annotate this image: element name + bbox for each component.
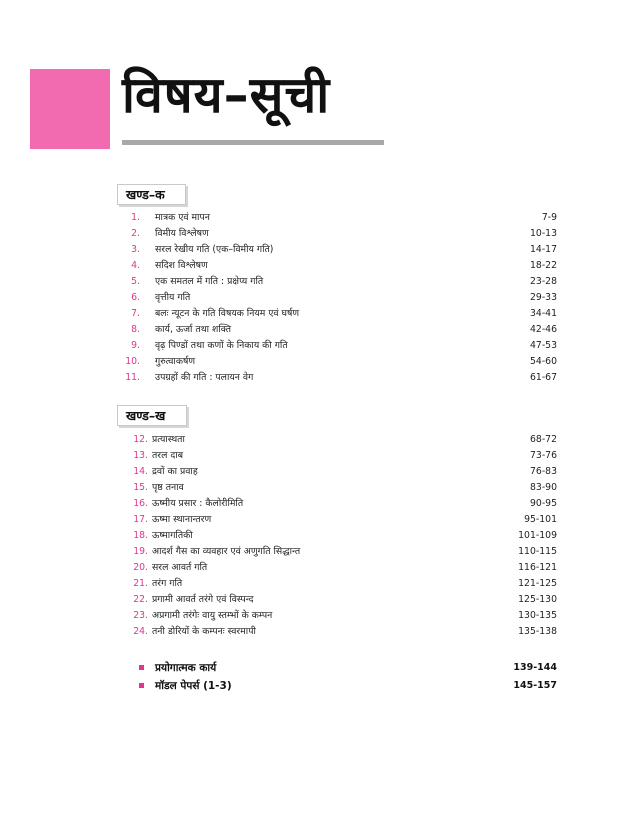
bullet-icon	[139, 683, 144, 688]
entry-pages: 7-9	[541, 212, 557, 223]
toc-entry[interactable]	[117, 464, 560, 480]
entry-title[interactable]: मात्रक एवं मापन	[155, 212, 210, 223]
entry-number: 22.	[133, 594, 148, 605]
section-a	[117, 184, 560, 386]
title-accent-block	[30, 69, 110, 149]
entry-number: 24.	[133, 626, 148, 637]
entry-number: 23.	[133, 610, 148, 621]
entry-number: 12.	[133, 434, 148, 445]
entry-title[interactable]: सरल आवर्त गति	[152, 562, 208, 573]
entry-title[interactable]: कार्य, ऊर्जा तथा शक्ति	[155, 324, 232, 335]
entry-title[interactable]: ऊष्मा स्थानान्तरण	[152, 514, 212, 525]
entry-pages: 130-135	[518, 610, 557, 621]
entry-title[interactable]: ऊष्मागतिकी	[152, 530, 193, 541]
entry-pages: 125-130	[518, 594, 557, 605]
entry-pages: 116-121	[518, 562, 557, 573]
entry-number: 14.	[133, 466, 148, 477]
toc-entry[interactable]	[117, 290, 560, 306]
entry-pages: 83-90	[529, 482, 557, 493]
entry-pages: 101-109	[518, 530, 557, 541]
toc-entry[interactable]	[117, 274, 560, 290]
toc-entry[interactable]	[117, 258, 560, 274]
toc-entry[interactable]	[117, 210, 560, 226]
entry-number: 11.	[125, 372, 140, 383]
extra-pages: 139-144	[513, 662, 557, 673]
entry-title[interactable]: उपग्रहों की गति : पलायन वेग	[155, 372, 254, 383]
toc-entry[interactable]	[117, 496, 560, 512]
entry-pages: 121-125	[518, 578, 557, 589]
section-b	[117, 405, 560, 640]
extra-title[interactable]: प्रयोगात्मक कार्य	[155, 662, 217, 674]
entry-pages: 73-76	[529, 450, 557, 461]
entry-title[interactable]: अप्रगामी तरंगेः वायु स्तम्भों के कम्पन	[152, 610, 273, 621]
entry-pages: 47-53	[529, 340, 557, 351]
entry-number: 16.	[133, 498, 148, 509]
entry-number: 1.	[131, 212, 140, 223]
entry-number: 3.	[131, 244, 140, 255]
entry-title[interactable]: तरल दाब	[152, 450, 184, 461]
extra-title[interactable]: मॉडल पेपर्स (1-3)	[155, 680, 232, 692]
entry-number: 13.	[133, 450, 148, 461]
entry-title[interactable]: तनी डोरियों के कम्पनः स्वरमापी	[152, 626, 256, 637]
entry-title[interactable]: सरल रेखीय गति (एक–विमीय गति)	[155, 244, 274, 255]
entry-title[interactable]: सदिश विश्लेषण	[155, 260, 208, 271]
entry-pages: 110-115	[518, 546, 557, 557]
entry-pages: 61-67	[529, 372, 557, 383]
extra-entry[interactable]	[137, 659, 560, 677]
entry-title[interactable]: तरंग गति	[152, 578, 183, 589]
entry-title[interactable]: बलः न्यूटन के गति विषयक नियम एवं घर्षण	[155, 308, 300, 319]
toc-list	[117, 210, 560, 386]
toc-entry[interactable]	[117, 370, 560, 386]
entry-pages: 76-83	[529, 466, 557, 477]
entry-pages: 54-60	[529, 356, 557, 367]
entry-title[interactable]: पृष्ठ तनाव	[152, 482, 184, 493]
entry-pages: 90-95	[529, 498, 557, 509]
entry-title[interactable]: एक समतल में गति : प्रक्षेप्य गति	[155, 276, 264, 287]
entry-number: 20.	[133, 562, 148, 573]
extras-list	[137, 659, 560, 695]
entry-number: 6.	[131, 292, 140, 303]
toc-entry[interactable]	[117, 354, 560, 370]
entry-pages: 23-28	[529, 276, 557, 287]
title-underline	[122, 140, 384, 145]
toc-entry[interactable]	[117, 338, 560, 354]
entry-pages: 10-13	[529, 228, 557, 239]
entry-number: 17.	[133, 514, 148, 525]
section-heading: खण्ड–क	[117, 184, 186, 205]
bullet-icon	[139, 665, 144, 670]
toc-list	[117, 432, 560, 640]
toc-entry[interactable]	[117, 528, 560, 544]
entry-number: 7.	[131, 308, 140, 319]
entry-number: 19.	[133, 546, 148, 557]
toc-entry[interactable]	[117, 226, 560, 242]
toc-entry[interactable]	[117, 448, 560, 464]
toc-entry[interactable]	[117, 306, 560, 322]
entry-number: 21.	[133, 578, 148, 589]
entry-number: 10.	[125, 356, 140, 367]
toc-entry[interactable]	[117, 624, 560, 640]
entry-title[interactable]: प्रत्यास्थता	[152, 434, 185, 445]
entry-pages: 42-46	[529, 324, 557, 335]
entry-pages: 135-138	[518, 626, 557, 637]
entry-pages: 18-22	[529, 260, 557, 271]
toc-entry[interactable]	[117, 544, 560, 560]
entry-number: 8.	[131, 324, 140, 335]
entry-number: 9.	[131, 340, 140, 351]
entry-title[interactable]: वृढ़ पिण्डों तथा कणों के निकाय की गति	[155, 340, 288, 351]
entry-title[interactable]: वृत्तीय गति	[155, 292, 191, 303]
toc-entry[interactable]	[117, 592, 560, 608]
extra-pages: 145-157	[513, 680, 557, 691]
entry-number: 4.	[131, 260, 140, 271]
toc-entry[interactable]	[117, 432, 560, 448]
toc-entry[interactable]	[117, 576, 560, 592]
toc-entry[interactable]	[117, 608, 560, 624]
entry-title[interactable]: विमीय विश्लेषण	[155, 228, 209, 239]
entry-pages: 14-17	[529, 244, 557, 255]
entry-pages: 29-33	[529, 292, 557, 303]
section-heading: खण्ड–ख	[117, 405, 187, 426]
toc-entry[interactable]	[117, 322, 560, 338]
entry-pages: 34-41	[529, 308, 557, 319]
toc-entry[interactable]	[117, 560, 560, 576]
toc-entry[interactable]	[117, 242, 560, 258]
entry-title[interactable]: प्रगामी आवर्त तरंगे एवं विस्पन्द	[152, 594, 254, 605]
entry-title[interactable]: द्रवों का प्रवाह	[152, 466, 198, 477]
entry-title[interactable]: आदर्श गैस का व्यवहार एवं अणुगति सिद्धान्त	[152, 546, 301, 557]
entry-title[interactable]: ऊष्मीय प्रसार : कैलोरीमिति	[152, 498, 244, 509]
entry-number: 18.	[133, 530, 148, 541]
entry-number: 2.	[131, 228, 140, 239]
entry-pages: 95-101	[524, 514, 557, 525]
entry-pages: 68-72	[529, 434, 557, 445]
page-title: विषय–सूची	[122, 66, 331, 124]
extra-entry[interactable]	[137, 677, 560, 695]
toc-entry[interactable]	[117, 512, 560, 528]
entry-number: 15.	[133, 482, 148, 493]
entry-title[interactable]: गुरुत्वाकर्षण	[155, 356, 196, 367]
toc-entry[interactable]	[117, 480, 560, 496]
entry-number: 5.	[131, 276, 140, 287]
